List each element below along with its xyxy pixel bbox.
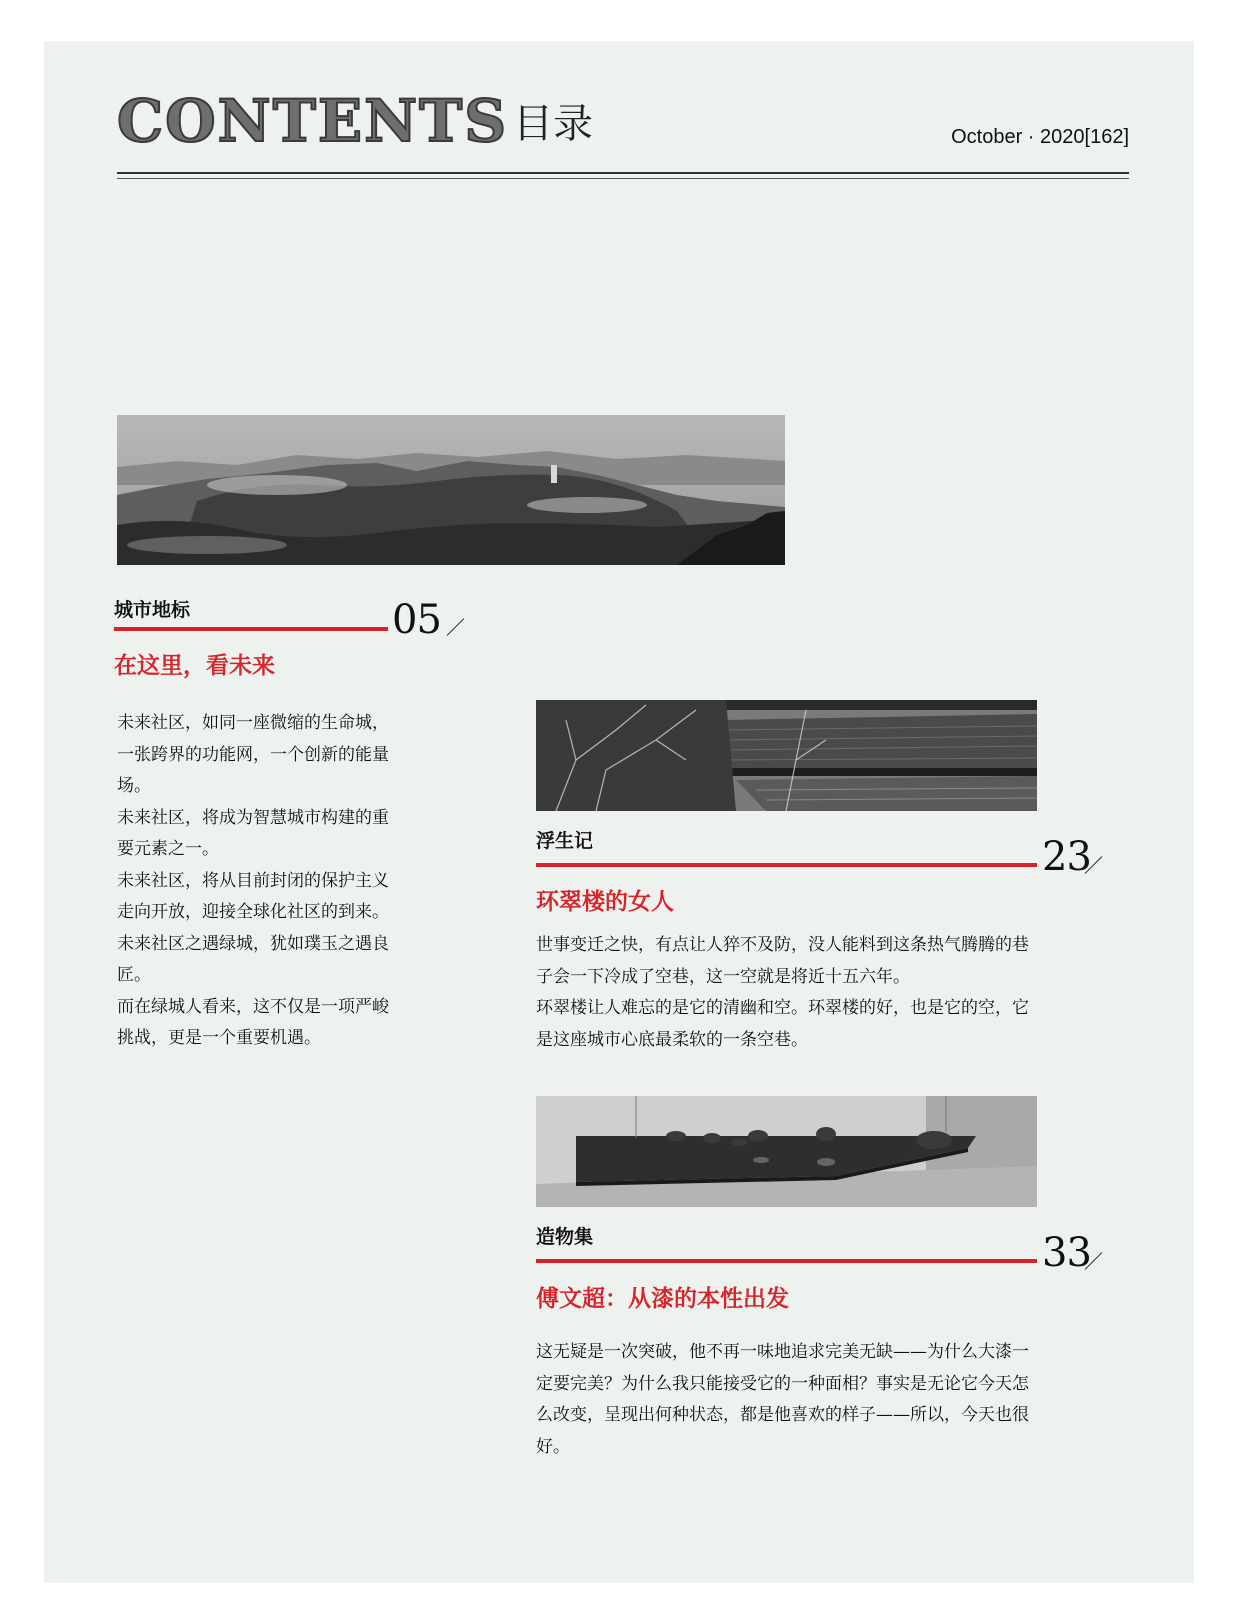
article-title: 傅文超：从漆的本性出发 [536, 1286, 789, 1312]
column-label: 浮生记 [536, 830, 594, 852]
summary-paragraph: 世事变迁之快，有点让人猝不及防，没人能料到这条热气腾腾的巷子会一下冷成了空巷，这一空就是将近十五六年。 [536, 935, 1029, 987]
article-summary [536, 1337, 1041, 1463]
summary-paragraph: 未来社区，将成为智慧城市构建的重要元素之一。 [117, 807, 389, 859]
section-rule [114, 627, 388, 631]
summary-paragraph: 未来社区，如同一座微缩的生命城，一张跨界的功能网，一个创新的能量场。 [117, 713, 389, 796]
page-slash [447, 618, 465, 636]
header-rule [117, 172, 1129, 174]
rooftops-photo [536, 700, 1037, 811]
lacquer-table-photo [536, 1096, 1037, 1207]
page-number: 33 [1042, 1230, 1091, 1276]
column-label: 城市地标 [114, 599, 191, 621]
contents-title: CONTENTS [117, 87, 509, 155]
summary-paragraph: 环翠楼让人难忘的是它的清幽和空。环翠楼的好，也是它的空，它是这座城市心底最柔软的一条空巷。 [536, 998, 1029, 1050]
mountain-landscape-photo [117, 415, 785, 565]
article-title: 环翠楼的女人 [536, 889, 674, 915]
summary-paragraph: 未来社区之遇绿城，犹如璞玉之遇良匠。 [117, 933, 389, 985]
section-rule [536, 1259, 1037, 1263]
issue-date: October · 2020[162] [951, 126, 1129, 148]
page-number: 05 [392, 597, 441, 643]
article-summary [117, 708, 390, 1055]
header-rule-thin [117, 178, 1129, 179]
column-label: 造物集 [536, 1226, 594, 1248]
page-number: 23 [1042, 834, 1091, 880]
summary-paragraph: 而在绿城人看来，这不仅是一项严峻挑战，更是一个重要机遇。 [117, 996, 389, 1048]
section-rule [536, 863, 1037, 867]
article-title: 在这里，看未来 [114, 653, 275, 679]
contents-page [44, 41, 1194, 1583]
summary-paragraph: 未来社区，将从目前封闭的保护主义走向开放，迎接全球化社区的到来。 [117, 870, 389, 922]
article-summary [536, 930, 1041, 1056]
summary-paragraph: 这无疑是一次突破，他不再一味地追求完美无缺——为什么大漆一定要完美？为什么我只能接受它的一种面相？事实是无论它今天怎么改变，呈现出何种状态，都是他喜欢的样子——所以，今天也很好。 [536, 1342, 1029, 1457]
contents-title-cn: 目录 [513, 101, 593, 147]
